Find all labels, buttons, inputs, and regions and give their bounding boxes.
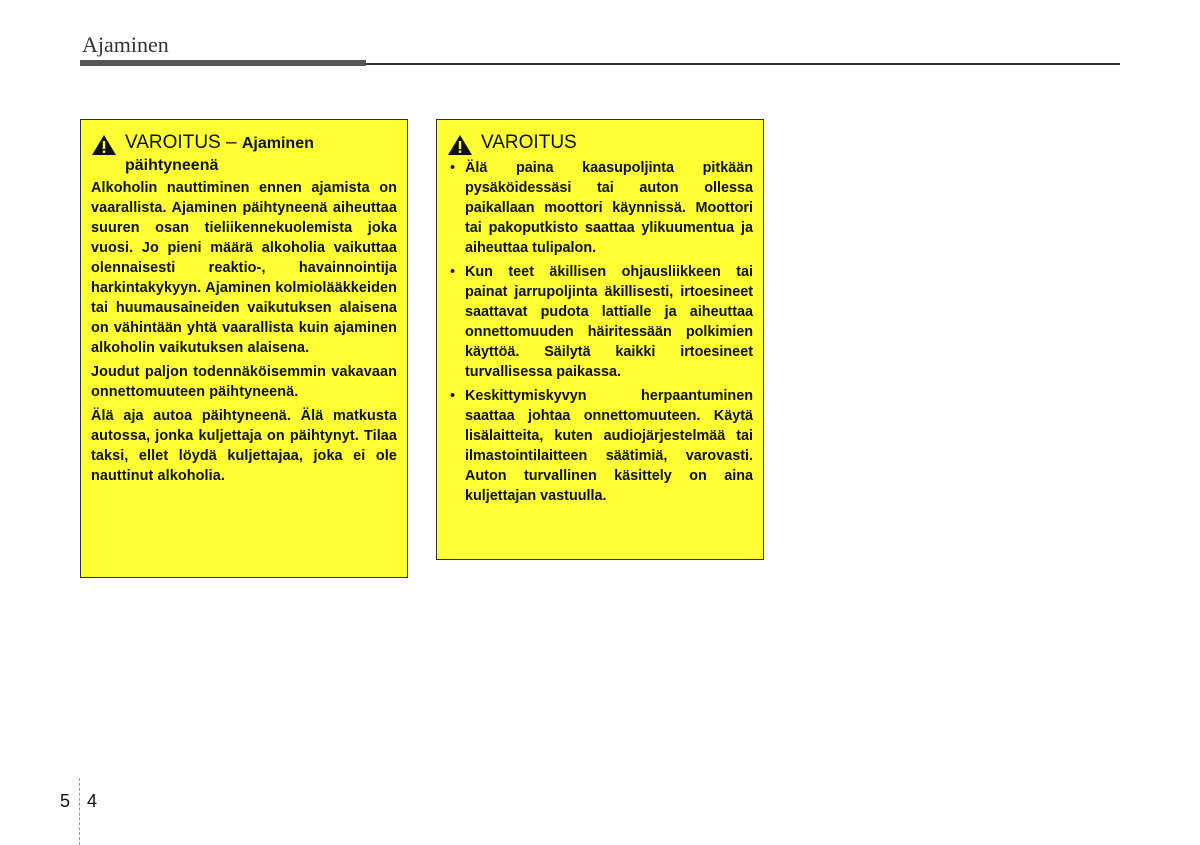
warning-title-text: VAROITUS – (125, 132, 237, 153)
warning-title: VAROITUS (481, 132, 577, 153)
header-rule-thick (80, 60, 366, 66)
warning-box-drunk-driving (80, 119, 408, 578)
warning-paragraph: Alkoholin nauttiminen ennen ajamista on vaarallista. Ajaminen päihtyneenä aiheuttaa suuren osan tieliikennekuolemista joka vuosi. Jo pieni määrä alkoholia vaikuttaa olennaisesti reaktio-, havainnointija harkintakykyyn. Ajaminen kolmiolääkkeiden tai huumausaineiden vaikutuksen alaisena on vähintään yhtä vaarallista kuin ajaminen alkoholin vaikutuksen alaisena. (91, 180, 397, 356)
page-header-title: Ajaminen (82, 32, 169, 57)
warning-bullet-item: • Keskittymiskyvyn herpaantuminen saattaa johtaa onnettomuuteen. Käytä lisälaitteita, kuten audiojärjestelmää tai ilmastointilaitteen säätimiä, varovasti. Auton turvallinen käsittely on aina kuljettajan vastuulla. (447, 386, 753, 506)
page-number-separator (79, 778, 80, 845)
header-rule-thin (366, 63, 1120, 65)
warning-heading (447, 132, 753, 156)
warning-subtitle: Ajaminen päihtyneenä (125, 135, 314, 174)
warning-triangle-icon (447, 134, 473, 156)
page-number: 4 (87, 791, 98, 811)
warning-paragraph: Joudut paljon todennäköisemmin vakavaan onnettomuuteen päihtyneenä. (91, 364, 397, 400)
warning-bullet-item: • Älä paina kaasupoljinta pitkään pysäköidessäsi tai auton ollessa paikallaan moottori käynnissä. Moottori tai pakoputkisto saattaa ylikuumentua ja aiheuttaa tulipalon. (447, 158, 753, 258)
warning-paragraph: Älä aja autoa päihtyneenä. Älä matkusta autossa, jonka kuljettaja on päihtynyt. Tilaa taksi, ellet löydä kuljettajaa, joka ei ole nauttinut alkoholia. (91, 408, 397, 484)
warning-title (125, 132, 397, 176)
warning-bullet-item: • Kun teet äkillisen ohjausliikkeen tai painat jarrupoljinta äkillisesti, irtoesineet saattavat pudota lattialle ja aiheuttaa onnettomuuden häiritessään polkimien käyttöä. Säilytä kaikki irtoesineet turvallisessa paikassa. (447, 262, 753, 382)
chapter-number: 5 (60, 791, 71, 811)
warning-triangle-icon (91, 134, 117, 156)
warning-bullet-list (447, 158, 753, 506)
warning-heading (91, 132, 397, 176)
warning-box-general (436, 119, 764, 560)
